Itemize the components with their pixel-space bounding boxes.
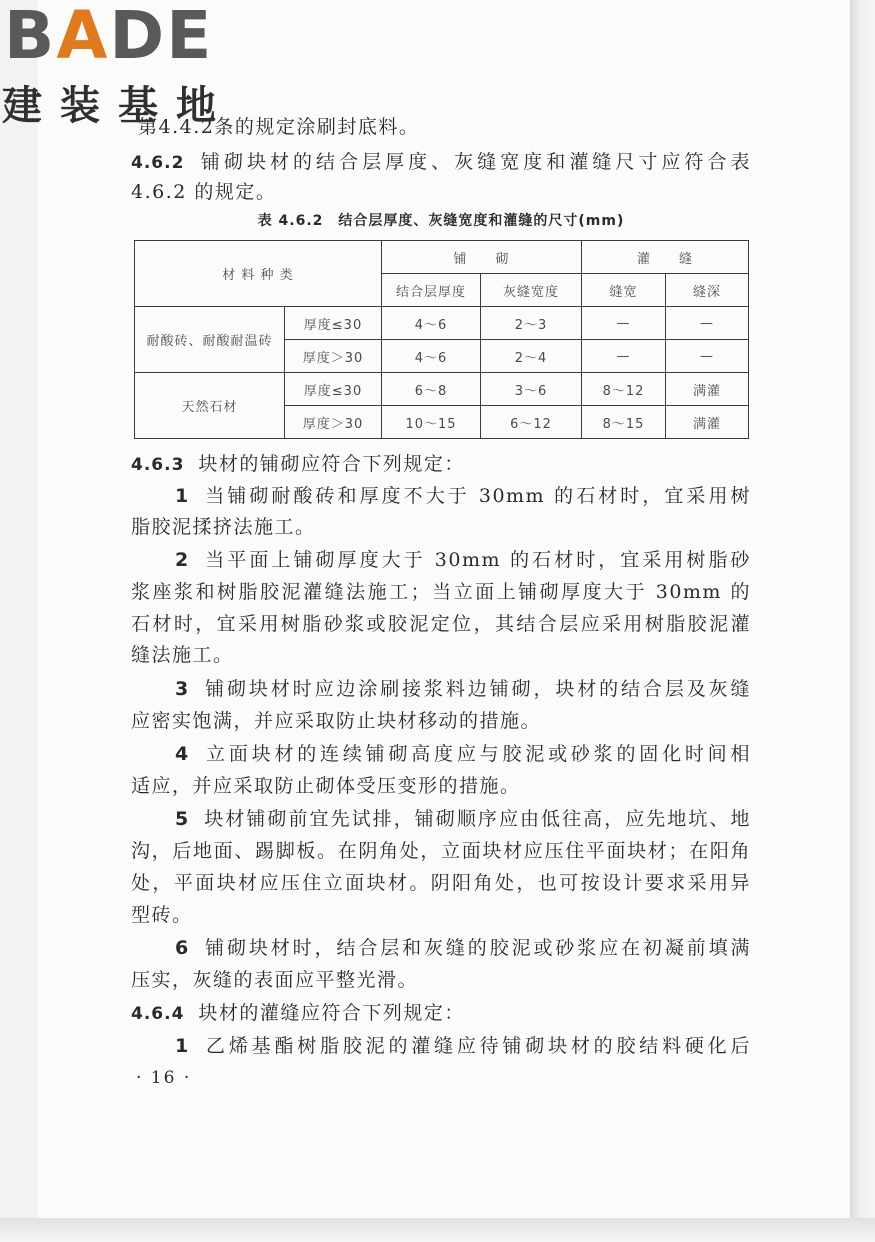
clause-4-6-4-heading <box>131 1001 751 1026</box>
cell: 满灌 <box>666 373 749 406</box>
clause-text: 铺砌块材的结合层厚度、灰缝宽度和灌缝尺寸应符合表 <box>198 151 751 173</box>
item-5-line-3: 处，平面块材应压住立面块材。阴阳角处，也可按设计要求采用异 <box>131 872 751 894</box>
header-grout-depth: 缝深 <box>666 274 749 307</box>
item-2-line-2: 浆座浆和树脂胶泥灌缝法施工；当立面上铺砌厚度大于 30mm 的 <box>131 581 751 603</box>
cell: 3～6 <box>481 373 582 406</box>
cell: 2～3 <box>481 307 582 340</box>
item-5-line-2: 沟，后地面、踢脚板。在阴角处，立面块材应压住平面块材；在阳角 <box>131 840 751 862</box>
clause-number: 4.6.2 <box>131 153 185 173</box>
page-number: · 16 · <box>136 1068 192 1088</box>
top-partial-line: 第4.4.2条的规定涂刷封底料。 <box>138 116 420 138</box>
item-4-line-2: 适应，并应采取防止砌体受压变形的措施。 <box>131 775 521 797</box>
item-2-line-4: 缝法施工。 <box>131 644 234 666</box>
clause-number: 4.6.3 <box>131 455 185 475</box>
cell: 10～15 <box>382 406 481 439</box>
item-5-line-1: 5 块材铺砌前宜先试排，铺砌顺序应由低往高，应先地坑、地 <box>175 808 751 830</box>
item-1-line-1: 1 当铺砌耐酸砖和厚度不大于 30mm 的石材时，宜采用树 <box>175 485 751 507</box>
row-condition: 厚度＞30 <box>285 406 382 439</box>
table-title: 表 4.6.2 结合层厚度、灰缝宽度和灌缝的尺寸(mm) <box>257 213 625 229</box>
row-condition: 厚度≤30 <box>285 373 382 406</box>
item-6-line-1: 6 铺砌块材时，结合层和灰缝的胶泥或砂浆应在初凝前填满 <box>175 937 751 959</box>
item-3-line-1: 3 铺砌块材时应边涂刷接浆料边铺砌，块材的结合层及灰缝 <box>175 678 751 700</box>
group-name: 天然石材 <box>135 373 285 439</box>
cell: — <box>666 340 749 373</box>
page-edge-bottom <box>0 1218 875 1242</box>
row-condition: 厚度＞30 <box>285 340 382 373</box>
cell: — <box>666 307 749 340</box>
item-2-line-3: 石材时，宜采用树脂砂浆或胶泥定位，其结合层应采用树脂胶泥灌 <box>131 613 751 635</box>
item-6-line-2: 压实，灰缝的表面应平整光滑。 <box>131 969 419 991</box>
dimension-table <box>134 240 749 439</box>
clause-4-6-2-line-2: 4.6.2 的规定。 <box>131 181 277 203</box>
cell: 6～12 <box>481 406 582 439</box>
table-row <box>135 373 749 406</box>
cell: 满灌 <box>666 406 749 439</box>
header-material: 材 料 种 类 <box>135 241 382 307</box>
cell: 8～15 <box>582 406 666 439</box>
item-3-line-2: 应密实饱满，并应采取防止块材移动的措施。 <box>131 710 542 732</box>
clause-4-6-3-heading <box>131 452 751 477</box>
header-grout-width: 缝宽 <box>582 274 666 307</box>
page-edge-right <box>850 0 875 1242</box>
table-row <box>135 307 749 340</box>
cell: — <box>582 307 666 340</box>
item-2-line-1: 2 当平面上铺砌厚度大于 30mm 的石材时，宜采用树脂砂 <box>175 549 751 571</box>
item-5-line-4: 型砖。 <box>131 904 193 926</box>
header-bond-thickness: 结合层厚度 <box>382 274 481 307</box>
group-name: 耐酸砖、耐酸耐温砖 <box>135 307 285 373</box>
clause-4-6-4-item-1: 1 乙烯基酯树脂胶泥的灌缝应待铺砌块材的胶结料硬化后 <box>175 1035 751 1057</box>
clause-text: 块材的铺砌应符合下列规定： <box>198 453 465 475</box>
cell: 6～8 <box>382 373 481 406</box>
cell: — <box>582 340 666 373</box>
header-pave-group: 铺 砌 <box>382 241 582 274</box>
logo-chinese-text: 建装基地 <box>2 83 234 129</box>
row-condition: 厚度≤30 <box>285 307 382 340</box>
clause-4-6-2-line-1 <box>131 150 751 175</box>
clause-text: 块材的灌缝应符合下列规定： <box>198 1002 465 1024</box>
header-grout-group: 灌 缝 <box>582 241 749 274</box>
cell: 4～6 <box>382 340 481 373</box>
item-1-line-2: 脂胶泥揉挤法施工。 <box>131 516 316 538</box>
cell: 2～4 <box>481 340 582 373</box>
cell: 8～12 <box>582 373 666 406</box>
item-4-line-1: 4 立面块材的连续铺砌高度应与胶泥或砂浆的固化时间相 <box>175 743 751 765</box>
clause-number: 4.6.4 <box>131 1004 185 1024</box>
cell: 4～6 <box>382 307 481 340</box>
header-joint-width: 灰缝宽度 <box>481 274 582 307</box>
logo-latin-text: BADE <box>4 0 214 74</box>
